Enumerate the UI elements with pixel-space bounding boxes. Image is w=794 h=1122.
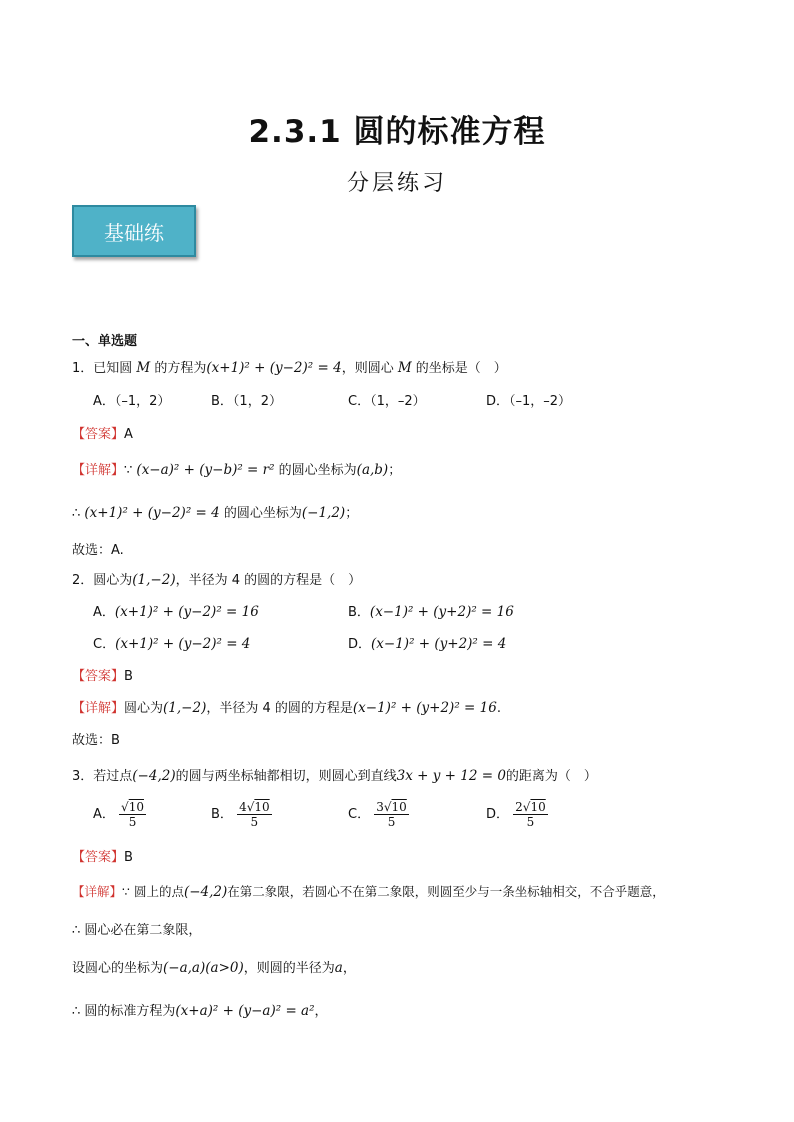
fraction: $\frac{√10}{5}$ xyxy=(121,800,144,829)
q2-option-c: C．(x+1)² + (y−2)² = 4 xyxy=(93,636,251,652)
q2-option-b: B．(x−1)² + (y+2)² = 16 xyxy=(348,604,514,620)
q2-answer: 【答案】B xyxy=(72,669,133,684)
q3-detail-3: 设圆心的坐标为(−a,a)(a>0)，则圆的半径为a， xyxy=(72,960,356,976)
level-badge: 基础练 xyxy=(72,205,196,257)
fraction: $\frac{4√10}{5}$ xyxy=(239,800,270,829)
section-heading: 一、单选题 xyxy=(72,334,138,349)
q3-option-b: B． $\frac{4√10}{5}$ xyxy=(211,800,270,829)
q2-option-a: A．(x+1)² + (y−2)² = 16 xyxy=(93,604,259,620)
q1-option-c: C．（1，–2） xyxy=(348,394,426,409)
q1-conclusion: 故选：A. xyxy=(72,543,124,558)
q3-answer: 【答案】B xyxy=(72,850,133,865)
q1-option-b: B．（1，2） xyxy=(211,394,282,409)
q1-stem: 1．已知圆 M 的方程为(x+1)² + (y−2)² = 4，则圆心 M 的坐标是（ ） xyxy=(72,360,507,376)
q3-option-a: A． $\frac{√10}{5}$ xyxy=(93,800,144,829)
q3-detail-1: 【详解】∵ 圆上的点(−4,2)在第二象限，若圆心不在第二象限，则圆至少与一条坐标轴相交，不合乎题意， xyxy=(72,884,665,900)
q2-stem: 2．圆心为(1,−2)，半径为 4 的圆的方程是（ ） xyxy=(72,572,362,588)
q3-stem: 3．若过点(−4,2)的圆与两坐标轴都相切，则圆心到直线3x + y + 12 = 0的距离为（ ） xyxy=(72,768,597,784)
page-title: 2.3.1 圆的标准方程 xyxy=(248,114,546,150)
q3-detail-2: ∴ 圆心必在第二象限， xyxy=(72,923,202,938)
q2-conclusion: 故选：B xyxy=(72,733,120,748)
fraction: $\frac{2√10}{5}$ xyxy=(515,800,546,829)
q1-answer: 【答案】A xyxy=(72,427,133,442)
q1-detail-1: 【详解】∵ (x−a)² + (y−b)² = r² 的圆心坐标为(a,b)； xyxy=(72,462,402,478)
q3-option-d: D． $\frac{2√10}{5}$ xyxy=(486,800,546,829)
q1-equation: (x+1)² + (y−2)² = 4 xyxy=(206,360,342,376)
q1-option-a: A．（–1，2） xyxy=(93,394,171,409)
page-subtitle: 分层练习 xyxy=(346,171,447,196)
q3-option-c: C． $\frac{3√10}{5}$ xyxy=(348,800,407,829)
q3-detail-4: ∴ 圆的标准方程为(x+a)² + (y−a)² = a²， xyxy=(72,1003,328,1019)
q2-detail-1: 【详解】圆心为(1,−2)，半径为 4 的圆的方程是(x−1)² + (y+2)² = 16. xyxy=(72,700,501,716)
q1-detail-2: ∴ (x+1)² + (y−2)² = 4 的圆心坐标为(−1,2)； xyxy=(72,505,359,521)
q2-option-d: D．(x−1)² + (y+2)² = 4 xyxy=(348,636,507,652)
q1-option-d: D．（–1，–2） xyxy=(486,394,572,409)
fraction: $\frac{3√10}{5}$ xyxy=(376,800,407,829)
